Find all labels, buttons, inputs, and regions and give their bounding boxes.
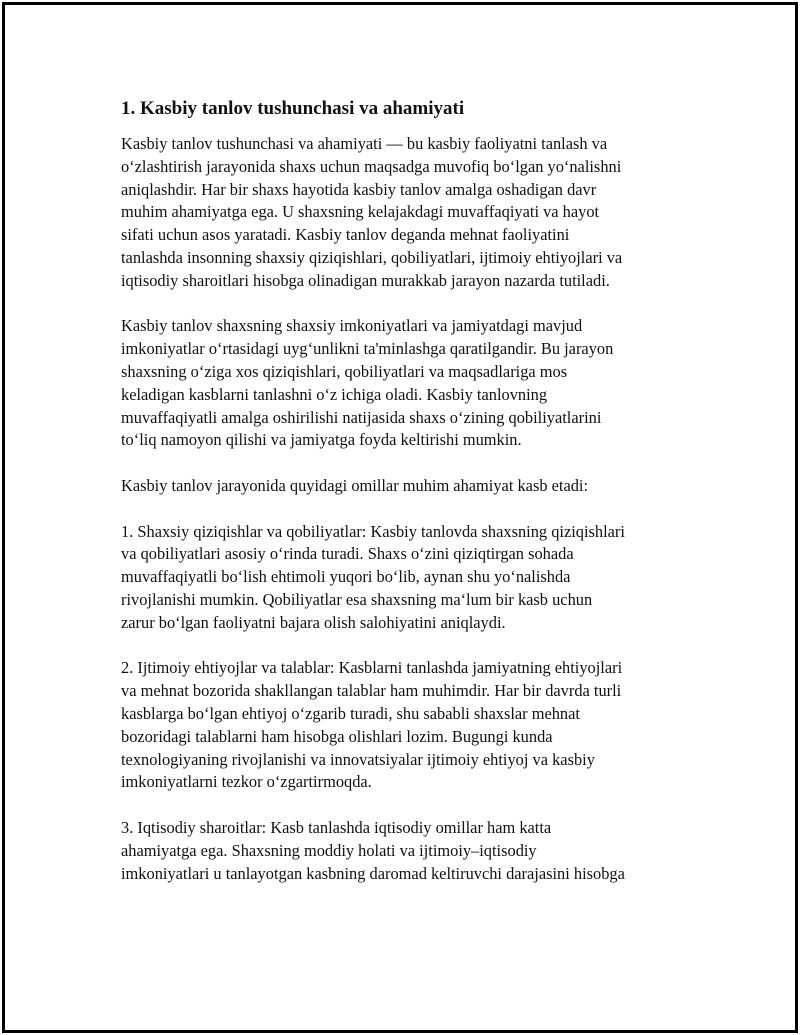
paragraph: [121, 315, 701, 452]
text-line: oʻzlashtirish jarayonida shaxs uchun maqsadga muvofiq boʻlgan yoʻnalishni: [121, 156, 622, 176]
text-line: va mehnat bozorida shakllangan talablar ham muhimdir. Har bir davrda turli: [121, 681, 622, 701]
text-line: sifati uchun asos yaratadi. Kasbiy tanlov deganda mehnat faoliyatini: [121, 225, 570, 245]
text-line: texnologiyaning rivojlanishi va innovatsiyalar ijtimoiy ehtiyoj va kasbiy: [121, 749, 595, 769]
document-body: [121, 97, 701, 908]
text-line: rivojlanishi mumkin. Qobiliyatlar esa shaxsning maʻlum bir kasb uchun: [121, 589, 593, 609]
paragraph: [121, 475, 701, 498]
text-line: 3. Iqtisodiy sharoitlar: Kasb tanlashda iqtisodiy omillar ham katta: [121, 817, 552, 837]
text-line: imkoniyatlari u tanlayotgan kasbning daromad keltiruvchi darajasini hisobga: [121, 863, 625, 883]
text-line: 1. Shaxsiy qiziqishlar va qobiliyatlar: Kasbiy tanlovda shaxsning qiziqishlari: [121, 521, 625, 541]
text-line: bozoridagi talablarni ham hisobga olishlari lozim. Bugungi kunda: [121, 726, 553, 746]
paragraph-list: [121, 133, 701, 885]
paragraph: [121, 133, 701, 293]
text-line: 2. Ijtimoiy ehtiyojlar va talablar: Kasblarni tanlashda jamiyatning ehtiyojlari: [121, 658, 623, 678]
text-line: Kasbiy tanlov jarayonida quyidagi omillar muhim ahamiyat kasb etadi:: [121, 475, 589, 495]
text-line: Kasbiy tanlov shaxsning shaxsiy imkoniyatlari va jamiyatdagi mavjud: [121, 316, 583, 336]
text-line: muvaffaqiyatli amalga oshirilishi natijasida shaxs oʻzining qobiliyatlarini: [121, 407, 602, 427]
paragraph: [121, 657, 701, 794]
text-line: muvaffaqiyatli boʻlish ehtimoli yuqori boʻlib, aynan shu yoʻnalishda: [121, 567, 571, 587]
text-line: kasblarga boʻlgan ehtiyoj oʻzgarib turadi, shu sababli shaxslar mehnat: [121, 703, 580, 723]
text-line: aniqlashdir. Har bir shaxs hayotida kasbiy tanlov amalga oshadigan davr: [121, 179, 597, 199]
paragraph: [121, 521, 701, 635]
text-line: zarur boʻlgan faoliyatni bajara olish salohiyatini aniqlaydi.: [121, 612, 506, 632]
text-line: ahamiyatga ega. Shaxsning moddiy holati va ijtimoiy–iqtisodiy: [121, 840, 537, 860]
text-line: Kasbiy tanlov tushunchasi va ahamiyati — bu kasbiy faoliyatni tanlash va: [121, 134, 608, 153]
text-line: imkoniyatlar oʻrtasidagi uygʻunlikni ta'minlashga qaratilgandir. Bu jarayon: [121, 339, 614, 359]
text-line: imkoniyatlarni tezkor oʻzgartirmoqda.: [121, 772, 372, 792]
paragraph: [121, 817, 701, 885]
text-line: muhim ahamiyatga ega. U shaxsning kelajakdagi muvaffaqiyati va hayot: [121, 202, 600, 222]
text-line: keladigan kasblarni tanlashni oʻz ichiga oladi. Kasbiy tanlovning: [121, 384, 548, 404]
section-heading: 1. Kasbiy tanlov tushunchasi va ahamiyati: [121, 98, 465, 119]
text-line: shaxsning oʻziga xos qiziqishlari, qobiliyatlari va maqsadlariga mos: [121, 361, 568, 381]
text-line: va qobiliyatlari asosiy oʻrinda turadi. Shaxs oʻzini qiziqtirgan sohada: [121, 544, 574, 564]
page-frame: [2, 2, 798, 1033]
text-line: tanlashda insonning shaxsiy qiziqishlari, qobiliyatlari, ijtimoiy ehtiyojlari va: [121, 247, 623, 267]
text-line: iqtisodiy sharoitlari hisobga olinadigan murakkab jarayon nazarda tutiladi.: [121, 270, 610, 290]
text-line: toʻliq namoyon qilishi va jamiyatga foyda keltirishi mumkin.: [121, 430, 522, 450]
